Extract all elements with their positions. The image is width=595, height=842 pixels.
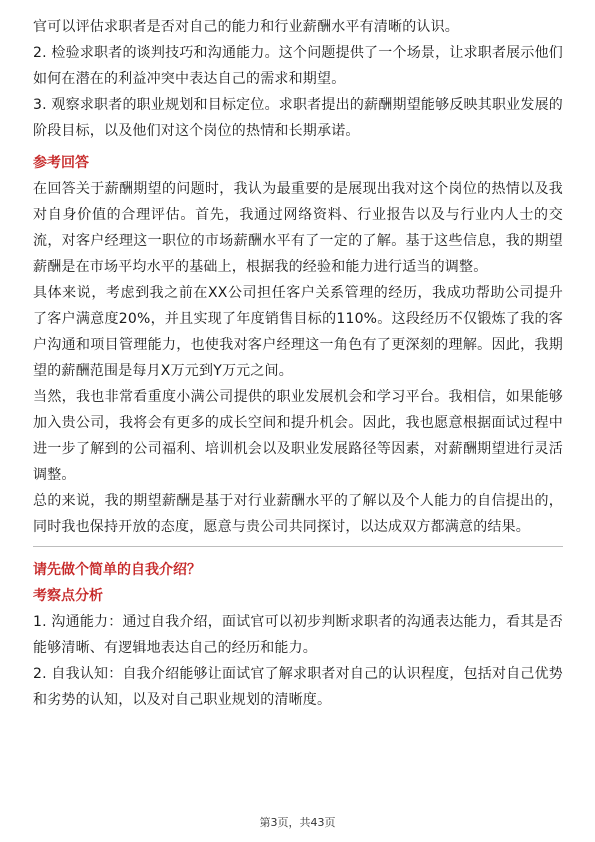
question-heading: 请先做个简单的自我介绍？ bbox=[33, 562, 201, 578]
paragraph: 在回答关于薪酬期望的问题时，我认为最重要的是展现出我对这个岗位的热情以及我对自身价值的合理评估。首先，我通过网络资料、行业报告以及与行业内人士的交流，对客户经理这一职位的市场薪酬水平有了一定的了解。基于这些信息，我的期望薪酬是在市场平均水平的基础上，根据我的经验和能力进行适当的调整。 bbox=[33, 181, 563, 275]
paragraph: 当然，我也非常看重度小满公司提供的职业发展机会和学习平台。我相信，如果能够加入贵公司，我将会有更多的成长空间和提升机会。因此，我也愿意根据面试过程中进一步了解到的公司福利、培训机会以及职业发展路径等因素，对薪酬期望进行灵活调整。 bbox=[33, 389, 563, 483]
paragraph: 官可以评估求职者是否对自己的能力和行业薪酬水平有清晰的认识。 bbox=[33, 19, 459, 35]
analysis-heading: 考察点分析 bbox=[33, 588, 103, 604]
paragraph: 1. 沟通能力：通过自我介绍，面试官可以初步判断求职者的沟通表达能力，看其是否能够清晰、有逻辑地表达自己的经历和能力。 bbox=[33, 614, 563, 656]
page-footer: 第3页，共43页 bbox=[259, 816, 336, 829]
paragraph: 2. 检验求职者的谈判技巧和沟通能力。这个问题提供了一个场景，让求职者展示他们如何在潜在的利益冲突中表达自己的需求和期望。 bbox=[33, 45, 563, 87]
reference-answer-heading: 参考回答 bbox=[33, 155, 89, 171]
paragraph: 总的来说，我的期望薪酬是基于对行业薪酬水平的了解以及个人能力的自信提出的，同时我也保持开放的态度，愿意与贵公司共同探讨，以达成双方都满意的结果。 bbox=[33, 493, 563, 535]
paragraph: 3. 观察求职者的职业规划和目标定位。求职者提出的薪酬期望能够反映其职业发展的阶段目标，以及他们对这个岗位的热情和长期承诺。 bbox=[33, 97, 563, 139]
paragraph: 具体来说，考虑到我之前在XX公司担任客户关系管理的经历，我成功帮助公司提升了客户满意度20%，并且实现了年度销售目标的110%。这段经历不仅锻炼了我的客户沟通和项目管理能力，也使我对客户经理这一角色有了更深刻的理解。因此，我期望的薪酬范围是每月X万元到Y万元之间。 bbox=[33, 285, 563, 379]
page-content bbox=[33, 14, 563, 713]
section-divider bbox=[33, 546, 563, 547]
paragraph: 2. 自我认知：自我介绍能够让面试官了解求职者对自己的认识程度，包括对自己优势和劣势的认知，以及对自己职业规划的清晰度。 bbox=[33, 666, 563, 708]
